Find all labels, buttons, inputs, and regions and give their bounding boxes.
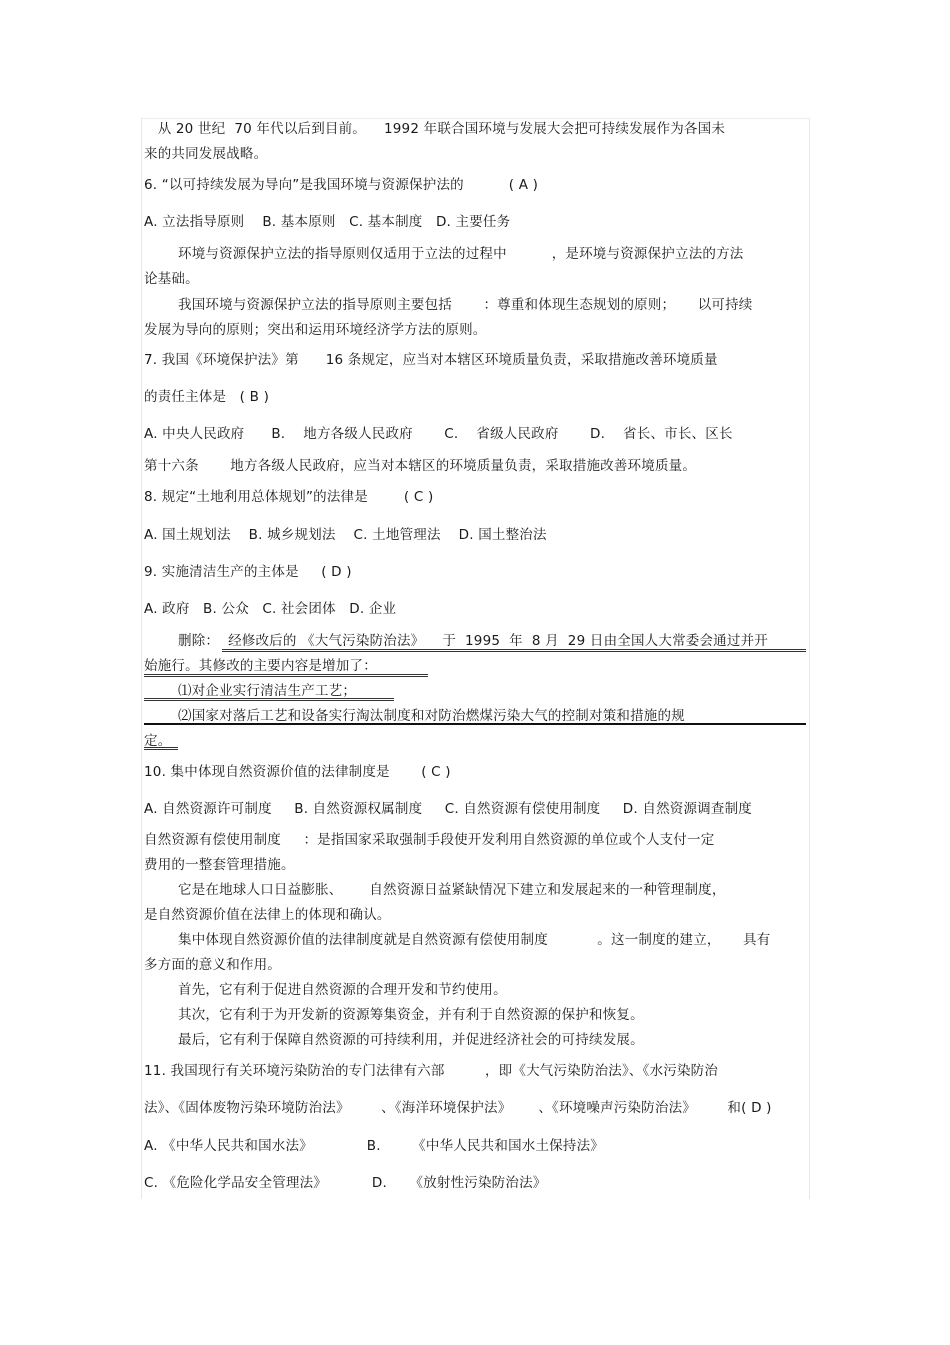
- options-6: A. 立法指导原则 B. 基本原则 C. 基本制度 D. 主要任务: [144, 214, 511, 230]
- text-line: 发展为导向的原则；突出和运用环境经济学方法的原则。: [144, 322, 487, 338]
- question-11: 11. 我国现行有关环境污染防治的专门法律有六部 ，即《大气污染防治法》、《水污染防治: [144, 1063, 719, 1079]
- text-line: 多方面的意义和作用。: [144, 957, 281, 973]
- text-line: 其次，它有利于为开发新的资源筹集资金，并有利于自然资源的保护和恢复。: [178, 1007, 644, 1023]
- question-7: 7. 我国《环境保护法》第 16 条规定，应当对本辖区环境质量负责，采取措施改善环境质量: [144, 352, 718, 368]
- deletion-text: 定。: [144, 733, 172, 749]
- text-line: 论基础。: [144, 271, 199, 287]
- text-line: 法》、《固体废物污染环境防治法》 、《海洋环境保护法》 、《环境噪声污染防治法》 和( D ): [144, 1100, 772, 1116]
- deletion-underline: [144, 747, 178, 750]
- text-line: 我国环境与资源保护立法的指导原则主要包括 ：尊重和体现生态规划的原则； 以可持续: [178, 297, 753, 313]
- deletion-underline: [144, 723, 806, 725]
- deletion-text: ⑵国家对落后工艺和设备实行淘汰制度和对防治燃煤污染大气的控制对策和措施的规: [178, 708, 685, 724]
- options-10: A. 自然资源许可制度 B. 自然资源权属制度 C. 自然资源有偿使用制度 D. 自然资源调查制度: [144, 801, 752, 817]
- text-line: 第十六条 地方各级人民政府，应当对本辖区的环境质量负责，采取措施改善环境质量。: [144, 458, 697, 474]
- text-line: 集中体现自然资源价值的法律制度就是自然资源有偿使用制度 。这一制度的建立， 具有: [178, 932, 771, 948]
- deletion-underline: [144, 674, 428, 677]
- text-line: 来的共同发展战略。: [144, 146, 268, 162]
- text-line: 费用的一整套管理措施。: [144, 857, 295, 873]
- deletion-text: 始施行。其修改的主要内容是增加了：: [144, 658, 377, 674]
- text-line: 是自然资源价值在法律上的体现和确认。: [144, 907, 391, 923]
- options-11: C. 《危险化学品安全管理法》 D. 《放射性污染防治法》: [144, 1175, 547, 1191]
- text-line: 自然资源有偿使用制度 ：是指国家采取强制手段使开发利用自然资源的单位或个人支付一定: [144, 832, 715, 848]
- deletion-text: ⑴对企业实行清洁生产工艺；: [178, 683, 357, 699]
- question-8: 8. 规定“土地利用总体规划”的法律是 ( C ): [144, 489, 434, 505]
- deletion-underline: [144, 698, 394, 701]
- options-11: A. 《中华人民共和国水法》 B. 《中华人民共和国水土保持法》: [144, 1138, 604, 1154]
- options-9: A. 政府 B. 公众 C. 社会团体 D. 企业: [144, 601, 397, 617]
- question-10: 10. 集中体现自然资源价值的法律制度是 ( C ): [144, 764, 451, 780]
- deletion-underline: [222, 649, 806, 652]
- options-7: A. 中央人民政府 B. 地方各级人民政府 C. 省级人民政府 D. 省长、市长、区长: [144, 426, 733, 442]
- text-line: 首先，它有利于促进自然资源的合理开发和节约使用。: [178, 982, 507, 998]
- text-line: 最后，它有利于保障自然资源的可持续利用，并促进经济社会的可持续发展。: [178, 1032, 644, 1048]
- text-line: 的责任主体是 ( B ): [144, 389, 270, 405]
- question-6: 6. “以可持续发展为导向”是我国环境与资源保护法的 ( A ): [144, 177, 539, 193]
- text-line: 它是在地球人口日益膨胀、 自然资源日益紧缺情况下建立和发展起来的一种管理制度，: [178, 882, 726, 898]
- options-8: A. 国土规划法 B. 城乡规划法 C. 土地管理法 D. 国土整治法: [144, 527, 547, 543]
- question-9: 9. 实施清洁生产的主体是 ( D ): [144, 564, 352, 580]
- text-line: 从 20 世纪 70 年代以后到目前。 1992 年联合国环境与发展大会把可持续发展作为各国未: [144, 121, 726, 137]
- text-line: 环境与资源保护立法的指导原则仅适用于立法的过程中 ，是环境与资源保护立法的方法: [178, 246, 744, 262]
- deletion-text: 删除： 经修改后的 《大气污染防治法》 于 1995 年 8 月 29 日由全国人大常委会通过并开: [178, 633, 768, 649]
